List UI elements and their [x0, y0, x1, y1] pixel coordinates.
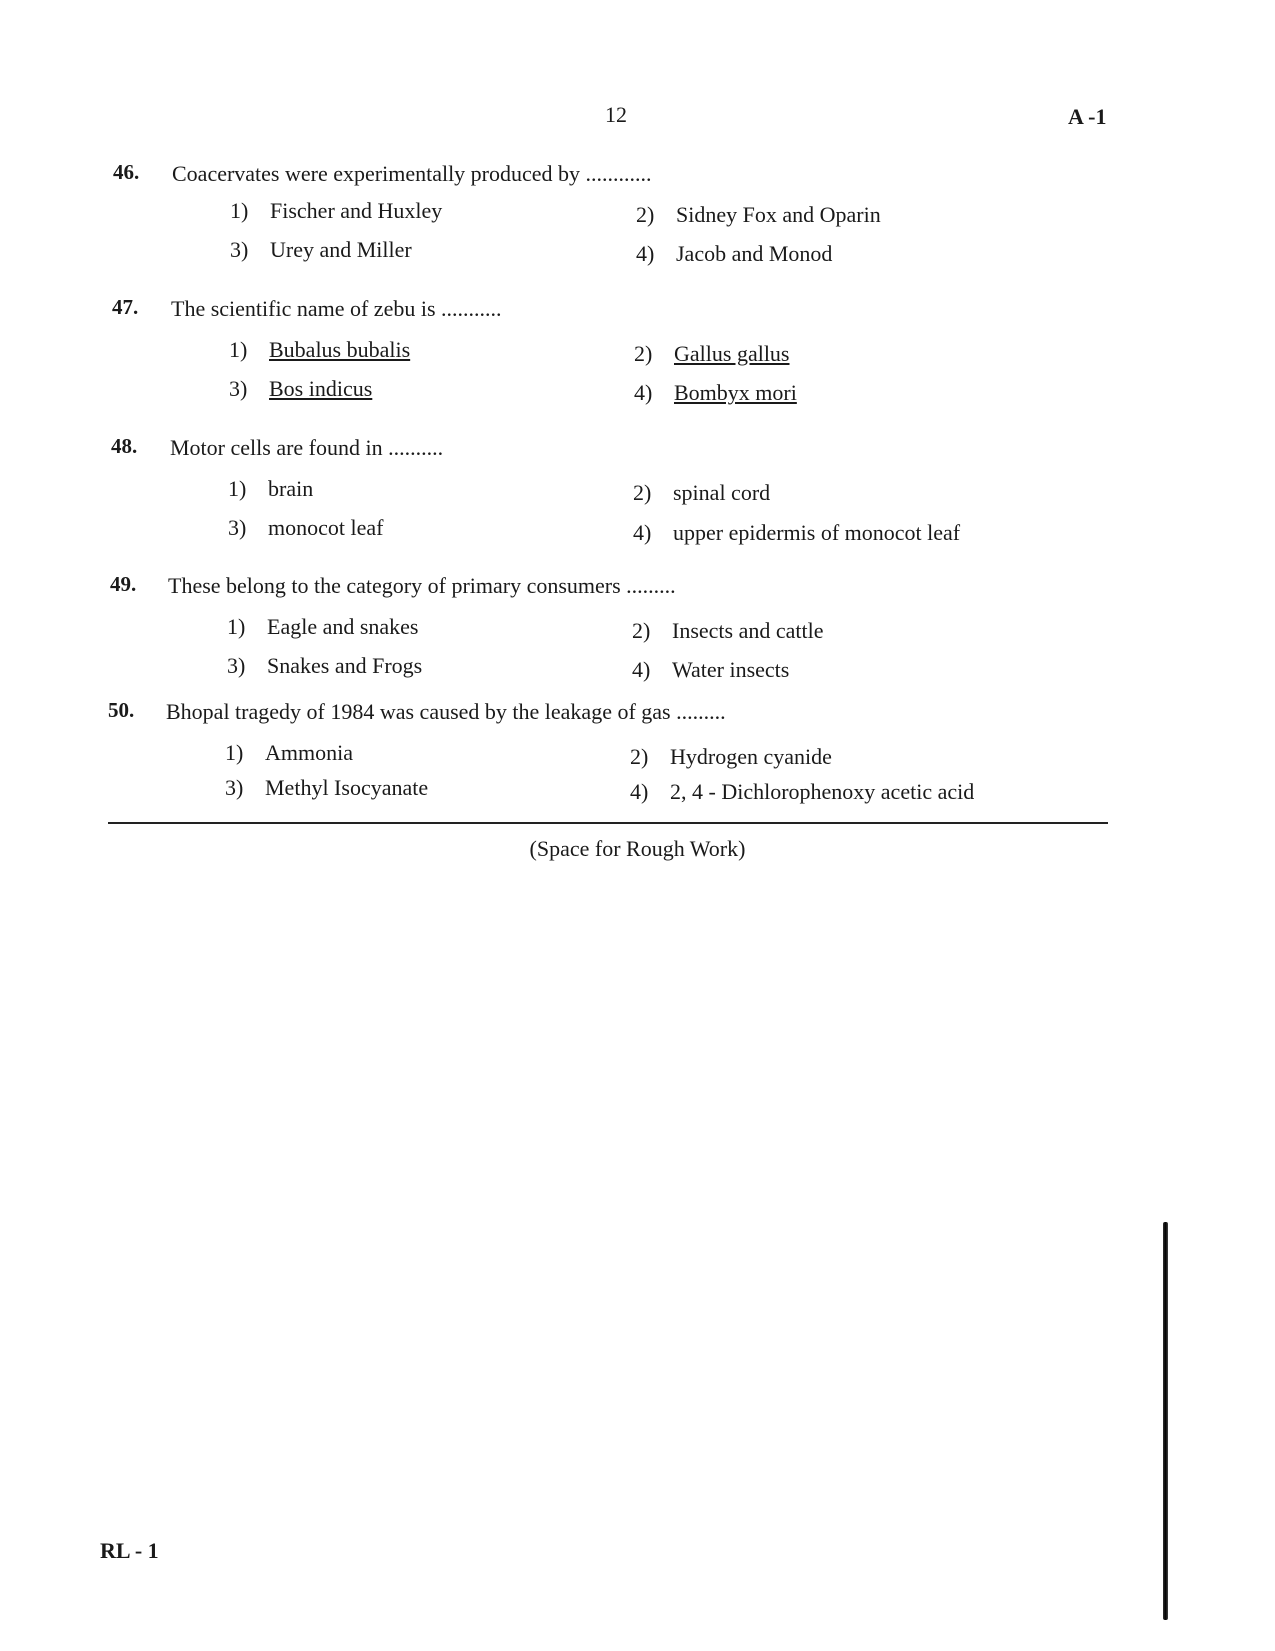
- question-number: 47.: [112, 295, 139, 319]
- question-number: 49.: [110, 572, 137, 596]
- question-number: 46.: [113, 160, 140, 184]
- option-number: 4): [634, 380, 653, 405]
- question-text: Motor cells are found in ..........: [170, 435, 444, 460]
- footer-code: RL - 1: [100, 1538, 159, 1563]
- option-text: Bubalus bubalis: [269, 337, 411, 362]
- option-number: 1): [230, 198, 249, 223]
- option-text: Urey and Miller: [270, 237, 412, 262]
- question-text: Coacervates were experimentally produced by ............: [172, 161, 652, 186]
- option-number: 2): [634, 341, 653, 366]
- option-4[interactable]: [630, 779, 974, 805]
- option-number: 3): [227, 653, 246, 678]
- option-3[interactable]: [228, 515, 383, 541]
- series-code: A -1: [1068, 104, 1107, 129]
- option-3[interactable]: [227, 653, 422, 679]
- divider-line: [108, 822, 1108, 824]
- question-text: The scientific name of zebu is ...........: [171, 296, 502, 321]
- option-1[interactable]: [227, 614, 419, 640]
- option-text: spinal cord: [673, 480, 771, 505]
- option-number: 2): [630, 744, 649, 769]
- option-3[interactable]: [229, 376, 372, 402]
- option-text: Hydrogen cyanide: [670, 744, 832, 769]
- option-4[interactable]: [636, 241, 832, 267]
- option-text: Ammonia: [265, 740, 353, 765]
- option-text: Snakes and Frogs: [267, 653, 423, 678]
- scan-edge-mark: [1163, 1222, 1168, 1620]
- option-text: Water insects: [672, 657, 790, 682]
- option-text: Bos indicus: [269, 376, 373, 401]
- option-text: upper epidermis of monocot leaf: [673, 520, 961, 545]
- option-2[interactable]: [634, 341, 790, 367]
- option-number: 1): [227, 614, 246, 639]
- option-2[interactable]: [632, 618, 824, 644]
- option-number: 4): [630, 779, 649, 804]
- option-number: 3): [229, 376, 248, 401]
- question-text: Bhopal tragedy of 1984 was caused by the leakage of gas .........: [166, 699, 726, 724]
- option-1[interactable]: [229, 337, 410, 363]
- option-number: 4): [636, 241, 655, 266]
- option-3[interactable]: [225, 775, 428, 801]
- option-number: 4): [632, 657, 651, 682]
- question-number: 48.: [111, 434, 138, 458]
- question-text: These belong to the category of primary consumers .........: [168, 573, 676, 598]
- option-text: Fischer and Huxley: [270, 198, 443, 223]
- option-2[interactable]: [636, 202, 881, 228]
- option-text: 2, 4 - Dichlorophenoxy acetic acid: [670, 779, 975, 804]
- option-number: 2): [636, 202, 655, 227]
- option-text: Gallus gallus: [674, 341, 790, 366]
- option-4[interactable]: [632, 657, 789, 683]
- option-4[interactable]: [633, 520, 960, 546]
- option-4[interactable]: [634, 380, 797, 406]
- option-text: monocot leaf: [268, 515, 384, 540]
- option-1[interactable]: [228, 476, 313, 502]
- option-number: 1): [225, 740, 244, 765]
- option-2[interactable]: [630, 744, 832, 770]
- option-text: brain: [268, 476, 314, 501]
- option-1[interactable]: [225, 740, 353, 766]
- option-text: Eagle and snakes: [267, 614, 419, 639]
- option-number: 3): [225, 775, 244, 800]
- option-number: 3): [228, 515, 247, 540]
- option-number: 2): [632, 618, 651, 643]
- option-number: 1): [228, 476, 247, 501]
- question-number: 50.: [108, 698, 135, 722]
- option-number: 3): [230, 237, 249, 262]
- rough-work-label: (Space for Rough Work): [529, 836, 746, 861]
- option-3[interactable]: [230, 237, 412, 263]
- option-text: Methyl Isocyanate: [265, 775, 429, 800]
- option-number: 4): [633, 520, 652, 545]
- page-number: 12: [605, 102, 627, 127]
- option-number: 1): [229, 337, 248, 362]
- option-1[interactable]: [230, 198, 442, 224]
- option-text: Bombyx mori: [674, 380, 797, 405]
- option-text: Jacob and Monod: [676, 241, 833, 266]
- option-2[interactable]: [633, 480, 770, 506]
- option-text: Insects and cattle: [672, 618, 824, 643]
- option-number: 2): [633, 480, 652, 505]
- option-text: Sidney Fox and Oparin: [676, 202, 881, 227]
